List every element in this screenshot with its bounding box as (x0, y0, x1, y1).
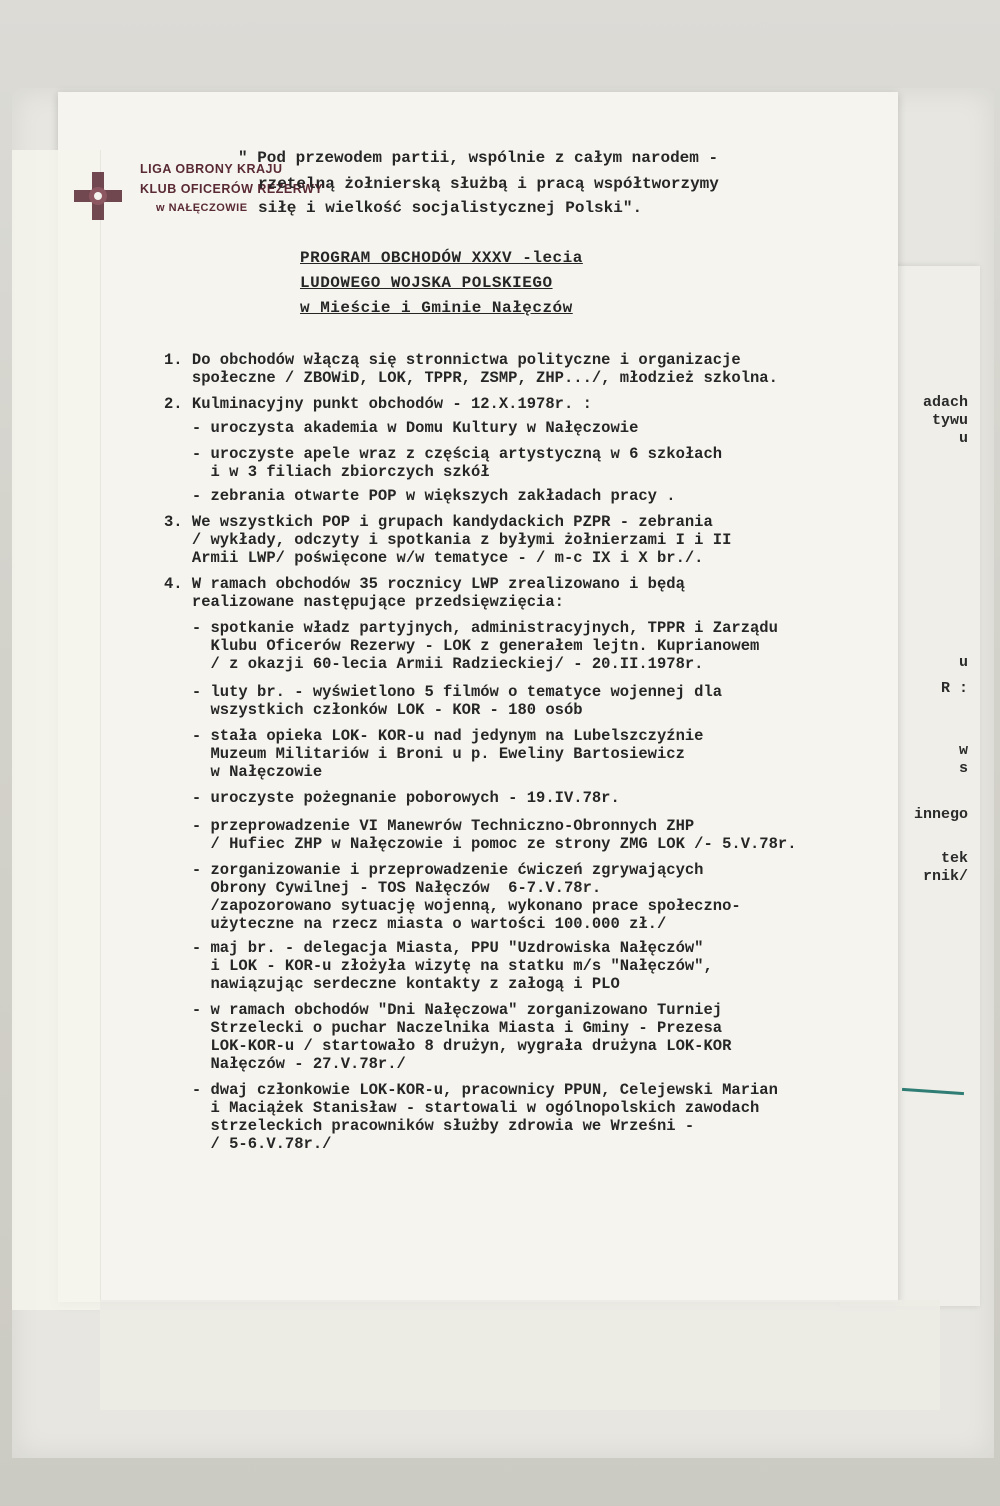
program-body-line: - uroczysta akademia w Domu Kultury w Nałęczowie (164, 419, 639, 437)
stamp-line: KLUB OFICERÓW REZERWY (140, 182, 324, 196)
program-body-line: społeczne / ZBOWiD, LOK, TPPR, ZSMP, ZHP.../, młodzież szkolna. (164, 369, 778, 387)
motto-line: rzetelną żołnierską służbą i pracą współtworzymy (258, 175, 719, 193)
program-title: w Mieście i Gminie Nałęczów (300, 299, 573, 317)
back-fragment: rnik/ (922, 868, 968, 885)
program-body-line: i w 3 filiach zbiorczych szkół (164, 463, 490, 481)
motto-line: siłę i wielkość socjalistycznej Polski". (258, 199, 643, 217)
program-body-line: 1. Do obchodów włączą się stronnictwa polityczne i organizacje (164, 351, 741, 369)
program-body-line: nawiązując serdeczne kontakty z załogą i PLO (164, 975, 620, 993)
adhesive-tape-bottom (100, 1300, 940, 1410)
stamp-line: LIGA OBRONY KRAJU (140, 162, 283, 176)
program-body-line: Muzeum Militariów i Broni u p. Eweliny Bartosiewicz (164, 745, 685, 763)
back-fragment: tek (940, 850, 968, 867)
stamp-line: w NAŁĘCZOWIE (156, 202, 248, 214)
back-fragment: tywu (931, 412, 968, 429)
back-fragment: innego (913, 806, 968, 823)
back-fragment: R : (940, 680, 968, 697)
program-body-line: - luty br. - wyświetlono 5 filmów o tematyce wojennej dla (164, 683, 723, 701)
program-body-line: / Hufiec ZHP w Nałęczowie i pomoc ze strony ZMG LOK /- 5.V.78r. (164, 835, 797, 853)
program-body-line: i LOK - KOR-u złożyła wizytę na statku m/s "Nałęczów", (164, 957, 713, 975)
program-body-line: strzeleckich pracowników służby zdrowia we Wrześni - (164, 1117, 695, 1135)
program-body-line: LOK-KOR-u / startowało 8 drużyn, wygrała drużyna LOK-KOR (164, 1037, 732, 1055)
program-body-line: - zorganizowanie i przeprowadzenie ćwiczeń zgrywających (164, 861, 704, 879)
program-body-line: - uroczyste pożegnanie poborowych - 19.IV.78r. (164, 789, 620, 807)
program-body-line: wszystkich członków LOK - KOR - 180 osób (164, 701, 583, 719)
back-fragment: u (958, 654, 968, 671)
back-fragment: s (958, 760, 968, 777)
program-body-line: w Nałęczowie (164, 763, 323, 781)
program-body-line: realizowane następujące przedsięwzięcia: (164, 593, 564, 611)
program-body-line: użyteczne na rzecz miasta o wartości 100.000 zł./ (164, 915, 667, 933)
program-body-line: - uroczyste apele wraz z częścią artystyczną w 6 szkołach (164, 445, 723, 463)
program-body-line: 3. We wszystkich POP i grupach kandydackich PZPR - zebrania (164, 513, 713, 531)
program-body-line: - dwaj członkowie LOK-KOR-u, pracownicy PPUN, Celejewski Marian (164, 1081, 778, 1099)
back-fragment: adach (922, 394, 968, 411)
program-body-line: - maj br. - delegacja Miasta, PPU "Uzdrowiska Nałęczów" (164, 939, 704, 957)
program-body-line: / wykłady, odczyty i spotkania z byłymi żołnierzami I i II (164, 531, 732, 549)
program-body-line: / z okazji 60-lecia Armii Radzieckiej/ - 20.II.1978r. (164, 655, 704, 673)
adhesive-tape-left (12, 150, 101, 1310)
program-body-line: - spotkanie władz partyjnych, administracyjnych, TPPR i Zarządu (164, 619, 778, 637)
program-body-line: - w ramach obchodów "Dni Nałęczowa" zorganizowano Turniej (164, 1001, 723, 1019)
program-body-line: /zapozorowano sytuację wojenną, wykonano prace społeczno- (164, 897, 741, 915)
program-body-line: - stała opieka LOK- KOR-u nad jedynym na Lubelszczyźnie (164, 727, 704, 745)
program-body-line: Obrony Cywilnej - TOS Nałęczów 6-7.V.78r. (164, 879, 602, 897)
program-body-line: Nałęczów - 27.V.78r./ (164, 1055, 406, 1073)
program-title: PROGRAM OBCHODÓW XXXV -lecia (300, 249, 583, 267)
program-body-line: / 5-6.V.78r./ (164, 1135, 332, 1153)
back-fragment: w (958, 742, 968, 759)
program-body-line: 2. Kulminacyjny punkt obchodów - 12.X.1978r. : (164, 395, 592, 413)
program-body-line: 4. W ramach obchodów 35 rocznicy LWP zrealizowano i będą (164, 575, 685, 593)
back-fragment: u (958, 430, 968, 447)
program-body-line: Klubu Oficerów Rezerwy - LOK z generałem lejtn. Kuprianowem (164, 637, 760, 655)
program-title: LUDOWEGO WOJSKA POLSKIEGO (300, 274, 553, 292)
program-body-line: i Maciążek Stanisław - startowali w ogólnopolskich zawodach (164, 1099, 760, 1117)
motto-line: " Pod przewodem partii, wspólnie z całym narodem - (238, 149, 719, 167)
program-body-line: - zebrania otwarte POP w większych zakładach pracy . (164, 487, 676, 505)
program-body-line: - przeprowadzenie VI Manewrów Techniczno-Obronnych ZHP (164, 817, 695, 835)
program-body-line: Strzelecki o puchar Naczelnika Miasta i Gminy - Prezesa (164, 1019, 723, 1037)
program-body-line: Armii LWP/ poświęcone w/w tematyce - / m-c IX i X br./. (164, 549, 704, 567)
cross-emblem-icon (70, 168, 126, 224)
